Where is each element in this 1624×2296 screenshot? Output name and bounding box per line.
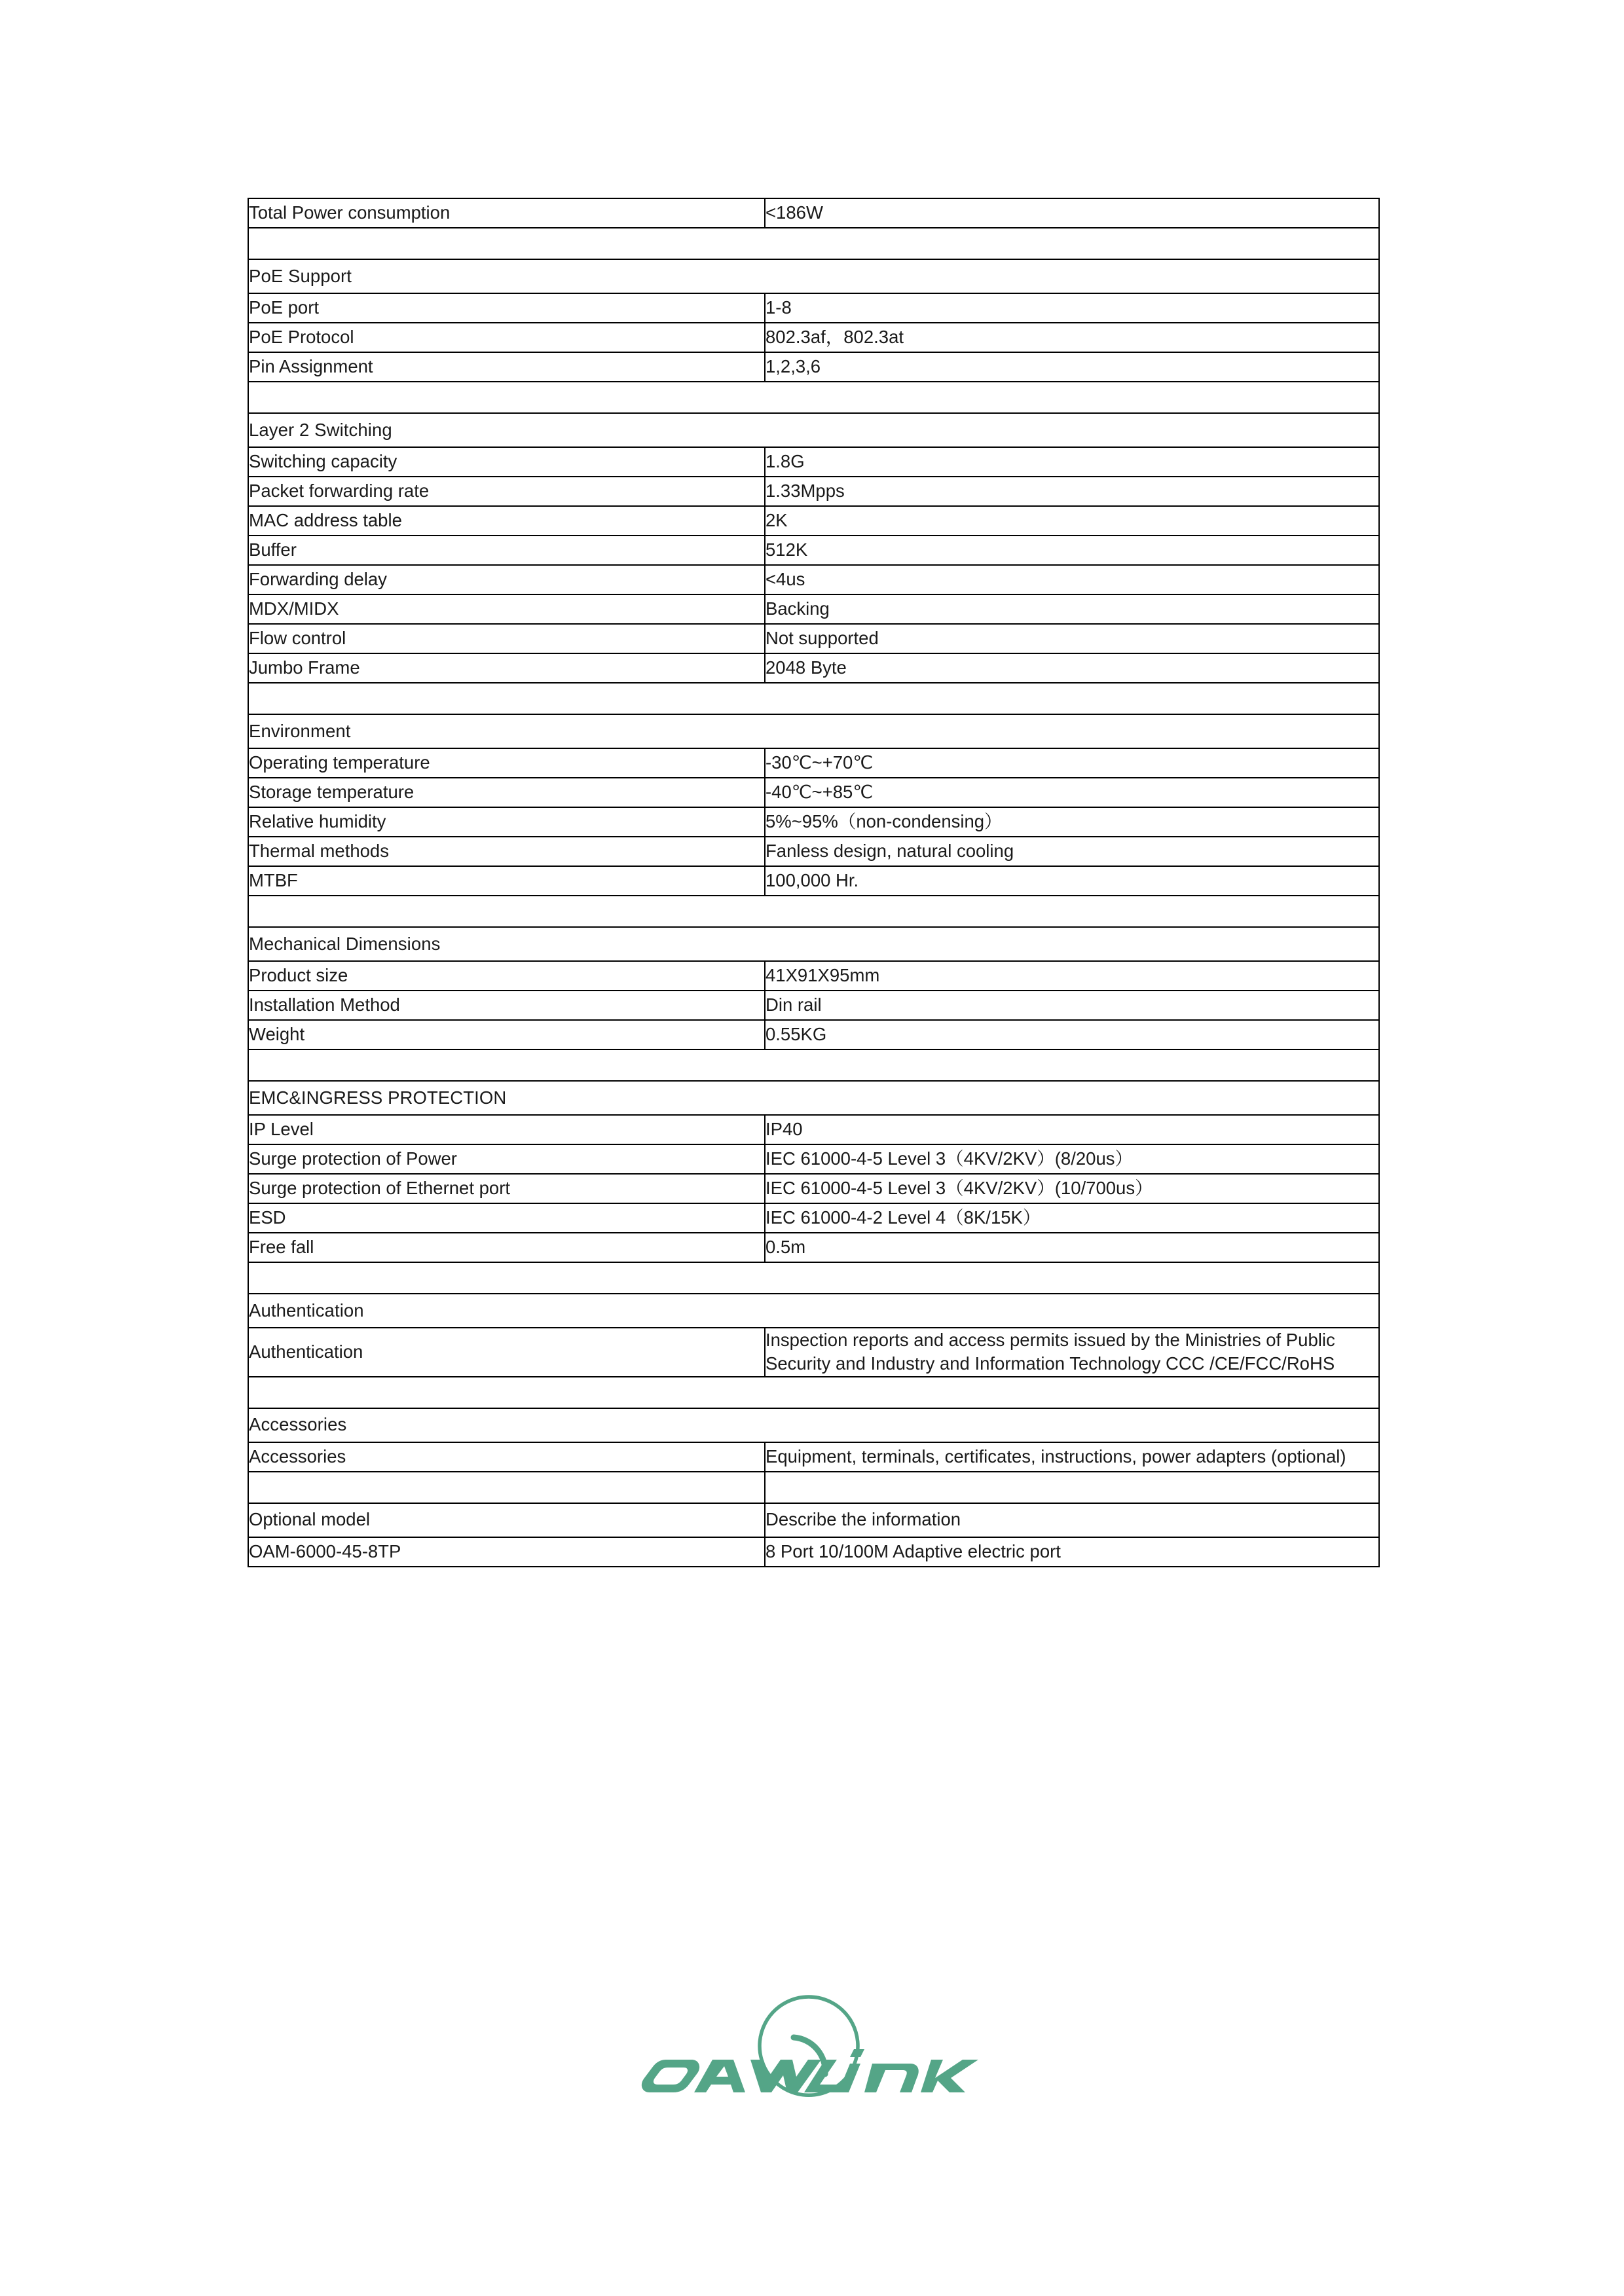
section-header-row: [248, 927, 1379, 961]
spec-value: Not supported: [765, 624, 1379, 653]
spec-value: 100,000 Hr.: [765, 866, 1379, 896]
table-row: [248, 293, 1379, 323]
table-row: [248, 748, 1379, 778]
table-row: [248, 1233, 1379, 1262]
optional-model-description-title: Describe the information: [765, 1503, 1379, 1537]
spec-value: IEC 61000-4-5 Level 3（4KV/2KV）(10/700us）: [765, 1174, 1379, 1203]
table-row: [248, 536, 1379, 565]
spec-value: 1,2,3,6: [765, 352, 1379, 382]
section-header-row: [248, 259, 1379, 293]
spec-value: 1.8G: [765, 447, 1379, 477]
spec-label: Forwarding delay: [248, 565, 765, 594]
table-row: [248, 352, 1379, 382]
spec-value: 5%~95%（non-condensing）: [765, 807, 1379, 837]
section-header-row: [248, 1408, 1379, 1442]
spacer-cell: [765, 1472, 1379, 1503]
spacer-cell: [248, 1472, 765, 1503]
spec-label: Switching capacity: [248, 447, 765, 477]
spec-label: Operating temperature: [248, 748, 765, 778]
spec-value: 41X91X95mm: [765, 961, 1379, 991]
spec-value: <186W: [765, 198, 1379, 228]
spec-label: Thermal methods: [248, 837, 765, 866]
table-row: [248, 1328, 1379, 1377]
spec-value: 512K: [765, 536, 1379, 565]
spec-label: Accessories: [248, 1442, 765, 1472]
spec-value: <4us: [765, 565, 1379, 594]
spacer-cell: [248, 382, 1379, 413]
table-row: [248, 1174, 1379, 1203]
spec-label: Pin Assignment: [248, 352, 765, 382]
section-title: Layer 2 Switching: [248, 413, 1379, 447]
table-spacer-row: [248, 896, 1379, 927]
spec-value: IP40: [765, 1115, 1379, 1144]
table-row: [248, 198, 1379, 228]
spec-label: Installation Method: [248, 991, 765, 1020]
spec-value: 1.33Mpps: [765, 477, 1379, 506]
section-title: PoE Support: [248, 259, 1379, 293]
spec-label: PoE Protocol: [248, 323, 765, 352]
table-row: [248, 1537, 1379, 1567]
spacer-cell: [248, 228, 1379, 259]
spec-label: Storage temperature: [248, 778, 765, 807]
table-row: [248, 447, 1379, 477]
table-spacer-row: [248, 1049, 1379, 1081]
table-row: [248, 1115, 1379, 1144]
spec-label: Weight: [248, 1020, 765, 1049]
spec-label: Flow control: [248, 624, 765, 653]
table-row: [248, 961, 1379, 991]
table-spacer-row: [248, 228, 1379, 259]
spec-value: 0.55KG: [765, 1020, 1379, 1049]
spec-value: 2048 Byte: [765, 653, 1379, 683]
table-spacer-row: [248, 1262, 1379, 1294]
spacer-cell: [248, 1262, 1379, 1294]
spec-label: MDX/MIDX: [248, 594, 765, 624]
table-row: [248, 837, 1379, 866]
spacer-cell: [248, 896, 1379, 927]
section-header-row: [248, 413, 1379, 447]
table-row: [248, 807, 1379, 837]
table-row: [248, 477, 1379, 506]
spacer-cell: [248, 683, 1379, 714]
table-row: [248, 506, 1379, 536]
optional-model-title: Optional model: [248, 1503, 765, 1537]
spec-label: Authentication: [248, 1328, 765, 1377]
section-header-row: [248, 714, 1379, 748]
spec-label: Packet forwarding rate: [248, 477, 765, 506]
spec-value: Equipment, terminals, certificates, instructions, power adapters (optional): [765, 1442, 1379, 1472]
spec-label: MTBF: [248, 866, 765, 896]
spec-value: Fanless design, natural cooling: [765, 837, 1379, 866]
table-row: [248, 1020, 1379, 1049]
table-spacer-row: [248, 1377, 1379, 1408]
company-logo: [0, 1990, 1624, 2124]
spec-value: Inspection reports and access permits issued by the Ministries of Public Security and Industry and Information Technology CCC /CE/FCC/RoHS: [765, 1328, 1379, 1377]
optional-model-header-row: [248, 1503, 1379, 1537]
table-row: [248, 1442, 1379, 1472]
spec-label: PoE port: [248, 293, 765, 323]
section-title: EMC&INGRESS PROTECTION: [248, 1081, 1379, 1115]
spec-value: 2K: [765, 506, 1379, 536]
specification-table-body: [248, 198, 1379, 1567]
table-row: [248, 653, 1379, 683]
spec-label: Relative humidity: [248, 807, 765, 837]
table-spacer-row: [248, 683, 1379, 714]
spec-value: 8 Port 10/100M Adaptive electric port: [765, 1537, 1379, 1567]
spec-label: Free fall: [248, 1233, 765, 1262]
spec-label: Surge protection of Ethernet port: [248, 1174, 765, 1203]
spec-value: Backing: [765, 594, 1379, 624]
section-header-row: [248, 1294, 1379, 1328]
spec-value: -40℃~+85℃: [765, 778, 1379, 807]
spec-label: Total Power consumption: [248, 198, 765, 228]
spec-label: OAM-6000-45-8TP: [248, 1537, 765, 1567]
spec-value: -30℃~+70℃: [765, 748, 1379, 778]
oamlink-logo-icon: [629, 1990, 995, 2121]
table-row: [248, 565, 1379, 594]
section-title: Accessories: [248, 1408, 1379, 1442]
table-row: [248, 323, 1379, 352]
section-title: Environment: [248, 714, 1379, 748]
specification-table: [248, 198, 1380, 1567]
table-row: [248, 866, 1379, 896]
specification-table-container: [248, 198, 1378, 1567]
section-title: Mechanical Dimensions: [248, 927, 1379, 961]
table-spacer-row: [248, 1472, 1379, 1503]
spacer-cell: [248, 1377, 1379, 1408]
table-row: [248, 624, 1379, 653]
spec-label: Product size: [248, 961, 765, 991]
section-title: Authentication: [248, 1294, 1379, 1328]
spec-label: Buffer: [248, 536, 765, 565]
spec-value: IEC 61000-4-5 Level 3（4KV/2KV）(8/20us）: [765, 1144, 1379, 1174]
spec-value: Din rail: [765, 991, 1379, 1020]
spec-label: MAC address table: [248, 506, 765, 536]
spec-value: 0.5m: [765, 1233, 1379, 1262]
spec-label: ESD: [248, 1203, 765, 1233]
spec-label: Jumbo Frame: [248, 653, 765, 683]
spec-label: Surge protection of Power: [248, 1144, 765, 1174]
spacer-cell: [248, 1049, 1379, 1081]
spec-label: IP Level: [248, 1115, 765, 1144]
spec-value: 802.3af，802.3at: [765, 323, 1379, 352]
table-row: [248, 1203, 1379, 1233]
table-spacer-row: [248, 382, 1379, 413]
spec-value: IEC 61000-4-2 Level 4（8K/15K）: [765, 1203, 1379, 1233]
table-row: [248, 1144, 1379, 1174]
section-header-row: [248, 1081, 1379, 1115]
table-row: [248, 594, 1379, 624]
table-row: [248, 991, 1379, 1020]
spec-value: 1-8: [765, 293, 1379, 323]
table-row: [248, 778, 1379, 807]
